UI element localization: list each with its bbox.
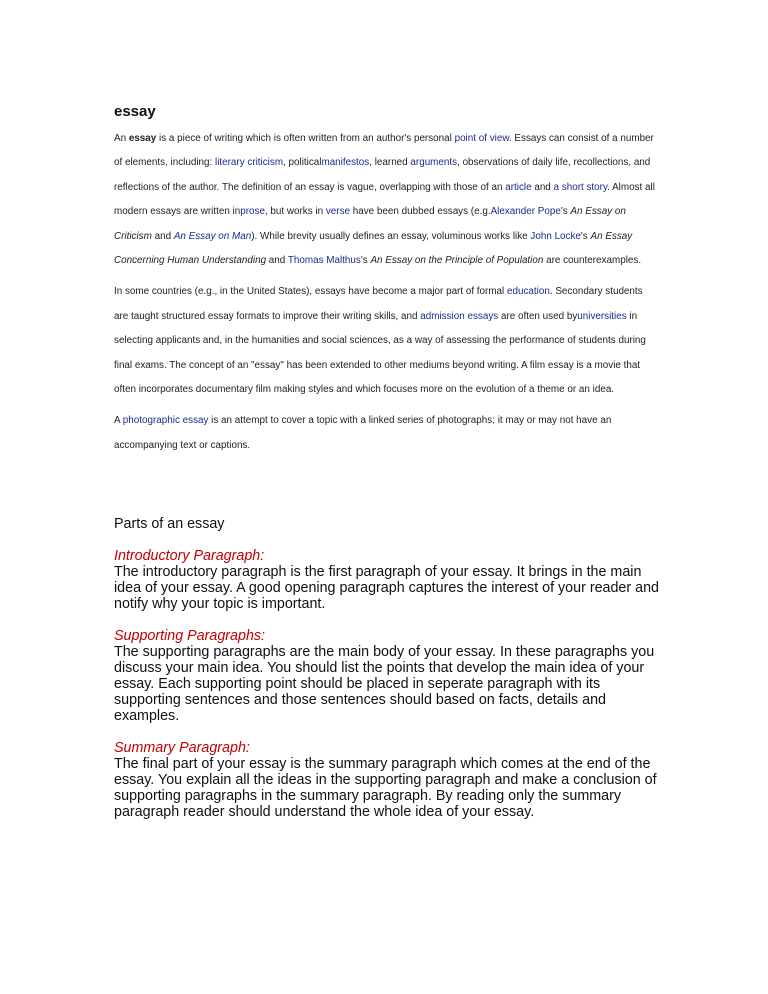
inline-link[interactable]: manifestos — [321, 157, 370, 169]
text-run: have been dubbed essays (e.g. — [350, 206, 491, 218]
inline-link[interactable]: point of view — [454, 133, 509, 144]
paragraph-definition — [114, 127, 659, 273]
italic-title: An Essay Concerning Human Understanding — [114, 230, 633, 267]
text-run: is a piece of writing which is often written from an author's personal — [156, 133, 455, 144]
parts-heading: Parts of an essay — [114, 516, 225, 532]
part-summary — [114, 740, 659, 820]
text-run: are often used by — [498, 310, 578, 322]
inline-link[interactable]: John Locke — [530, 230, 581, 242]
inline-link[interactable]: article — [505, 181, 532, 193]
italic-title: An Essay on the Principle of Population — [370, 255, 544, 267]
paragraph-photographic — [114, 409, 659, 458]
text-run: and — [151, 230, 174, 242]
inline-link[interactable]: Alexander Pope — [490, 206, 561, 218]
inline-link[interactable]: admission essays — [420, 310, 499, 322]
inline-link[interactable]: a short story — [553, 181, 608, 193]
paragraph-education — [114, 280, 659, 402]
inline-link[interactable]: arguments — [410, 157, 458, 169]
inline-link[interactable]: literary criticism — [215, 157, 284, 169]
part-body: The introductory paragraph is the first paragraph of your essay. It brings in the main idea of your essay. A good opening paragraph captures the interest of your reader and notify why your topic is important. — [114, 564, 659, 612]
page-title: essay — [114, 103, 156, 120]
text-run: are counterexamples. — [543, 255, 642, 267]
essay-definition-section — [114, 127, 659, 465]
part-introductory — [114, 548, 659, 612]
text-run: and — [266, 255, 288, 267]
part-body: The final part of your essay is the summary paragraph which comes at the end of the essay. You explain all the ideas in the supporting paragraph and make a conclusion of supporting paragraphs in the summary paragraph. By reading only the summary paragraph reader should understand the whole idea of your essay. — [114, 756, 657, 820]
text-run: 's — [580, 230, 591, 242]
inline-link[interactable]: Thomas Malthus — [287, 255, 361, 267]
inline-link[interactable]: universities — [577, 310, 627, 322]
inline-link[interactable]: prose — [240, 206, 265, 218]
text-run: . Essays can consist of a number of elements, including: — [114, 133, 654, 169]
part-title: Summary Paragraph: — [114, 740, 250, 756]
inline-link[interactable]: An Essay on Man — [173, 230, 252, 242]
text-run: 's — [360, 255, 371, 267]
text-run: and — [531, 181, 554, 193]
text-run: in selecting applicants and, in the humanities and social sciences, as a way of assessing the performance of students during final exams. The concept of an "essay" has been extended to other mediums beyond writing. A film essay is a movie that often incorporates documentary film making styles and which focuses more on the evolution of a theme or an idea. — [114, 310, 646, 396]
text-run: , observations of daily life, recollections, and reflections of the author. The definition of an essay is vague, overlapping with those of an — [114, 157, 651, 193]
parts-section — [114, 516, 659, 836]
inline-link[interactable]: photographic essay — [122, 415, 209, 427]
text-run: , political — [283, 157, 322, 169]
inline-link[interactable]: verse — [325, 206, 351, 218]
text-run: is an attempt to cover a topic with a linked series of photographs; it may or may not have an accompanying text or captions. — [114, 415, 612, 451]
bold-term: essay — [128, 133, 157, 144]
text-run: An — [114, 133, 129, 144]
text-run: In some countries (e.g., in the United States), essays have become a major part of formal — [114, 286, 507, 298]
text-run: A — [114, 415, 123, 427]
part-body: The supporting paragraphs are the main body of your essay. In these paragraphs you discuss your main idea. You should list the points that develop the main idea of your essay. Each supporting point should be placed in seperate paragraph with its supporting sentences and those sentences should based on facts, details and examples. — [114, 644, 655, 724]
text-run: 's — [560, 206, 571, 218]
text-run: . Almost all modern essays are written in — [114, 181, 655, 218]
italic-title: An Essay on Criticism — [114, 206, 626, 242]
part-title: Introductory Paragraph: — [114, 548, 265, 564]
inline-link[interactable]: education — [507, 286, 550, 298]
text-run: , but works in — [264, 206, 326, 218]
text-run: , learned — [369, 157, 411, 169]
part-supporting — [114, 628, 659, 724]
part-title: Supporting Paragraphs: — [114, 628, 266, 644]
text-run: ). While brevity usually defines an essay, voluminous works like — [251, 230, 531, 242]
text-run: . Secondary students are taught structured essay formats to improve their writing skills, and — [114, 286, 643, 322]
